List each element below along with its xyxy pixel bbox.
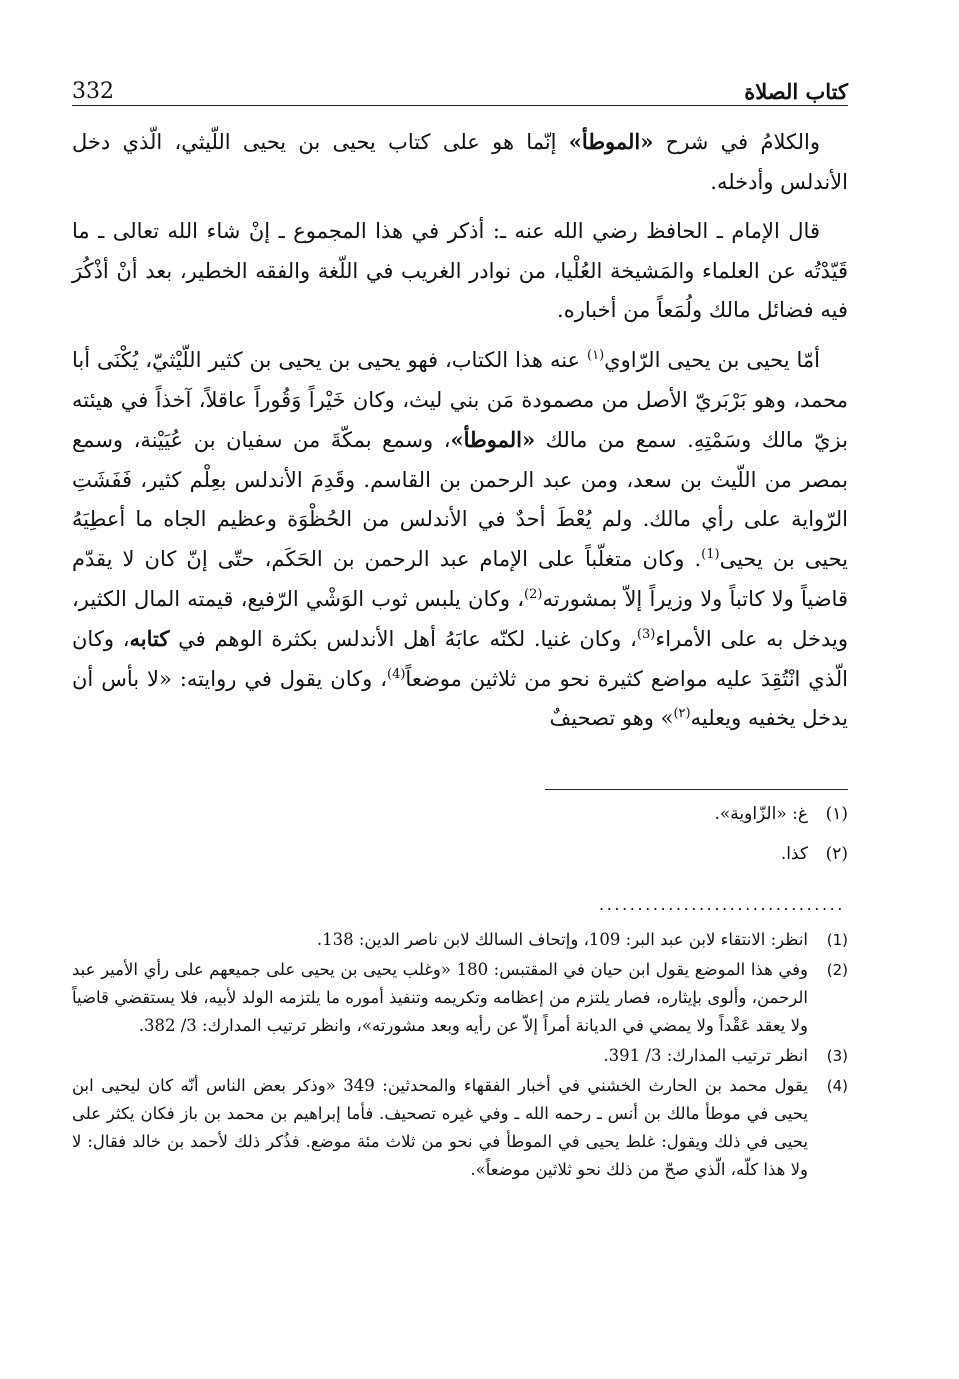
page-number: 332 [72,79,114,104]
note-ref: (٢) [673,706,691,722]
text-run: ، وكان الّذي انْتُقِدَ عليه مواضع كثيرة نحو من ثلاثين موضعاً [72,627,849,691]
footnote-number: (3) [826,1047,848,1065]
notes-separator [545,789,848,790]
footnote-ref: (1) [701,546,720,562]
footnote-text: وفي هذا الموضع يقول ابن حيان في المقتبس: 180 «وغلب يحيى بن يحيى على جميعهم على رأي الأمير عبد الرحمن، وألوى بإيثاره، فصار يلتزم من إعظامه وتكريمه وتنفيذ أموره ما يلتزمه الولد لأبيه، فلا يستقضي قاضياً ولا يعقد عَقْداً ولا يمضي في الديانة أمراً إلاّ عن رأيه وبعد مشورته»، وانظر ترتيب المدارك: 3/ 382. [72,960,808,1035]
footnote-ref: (4) [386,666,406,682]
text-run: عنه هذا الكتاب، فهو يحيى بن يحيى بن كثير اللّيْثيّ، يُكْنَى أبا محمد، وهو بَرْبَريّ الأصل من مصمودة مَن بني ليث، وكان خَيْراً وَقُوراً عاقلاً، آخذاً في هيئته بزيّ مالك وسَمْتِهِ. سمع من مالك [72,347,848,453]
footnote-text: انظر ترتيب المدارك: 3/ 391. [603,1046,808,1065]
editor-notes [545,800,848,880]
main-text [72,122,848,749]
text-run: ، وسمع بمكّةَ من سفيان بن عُيَيْنة، وسمع بمصر من اللّيث بن سعد، ومن عبد الرحمن بن القاسم. وقَدِمَ الأندلس بعِلْم كثير، فَفَشَتِ الرّواية على رأي مالك. ولم يُعْطَ أحدٌ في الأندلس من الحُظْوَة وعظيم الجاه ما أعطِيَهُ يحيى بن يحيى [72,428,848,571]
footnote-ref: (2) [524,586,543,602]
text-run: ، وكان يلبس ثوب الوَشْي الرّفيع، قيمته المال الكثير، ويدخل به على الأمراء [72,586,848,652]
text-run: إنّما هو على كتاب يحيى بن يحيى اللّيثي، الّذي دخل الأندلس وأدخله. [72,130,848,194]
footnotes [72,926,848,1186]
text-run: ، وكان يقول في روايته: «لا بأس أن يدخل يخفيه ويعليه [72,666,848,731]
text-run: ، وكان غنيا. لكنّه عابَهُ أهل الأندلس بكثرة الوهم في [169,627,637,652]
footnote [72,926,848,954]
paragraph-1 [72,122,848,202]
text-run: والكلامُ في شرح [653,130,821,154]
text-run: أمّا يحيى بن يحيى الرّاوي [604,347,820,372]
note-text: غ: «الزّاوية». [714,804,808,824]
note-number: (١) [825,804,848,824]
paragraph-3 [72,341,848,739]
editor-note [545,840,848,868]
footnote [72,1072,848,1184]
editor-note [545,800,848,828]
paragraph-2: قال الإمام ـ الحافظ رضي الله عنه ـ: أذكر في هذا المجموع ـ إنْ شاء الله تعالى ـ ما قَيّدْتُه عن العلماء والمَشيخة العُلْيا، من نوادر الغريب في اللّغة والفقه الخطير، بعد أنْ أذْكُرَ فيه فضائل مالك ولُمَعاً من أخباره. [72,219,848,323]
footnote-number: (2) [826,961,848,979]
chapter-title: كتاب الصلاة [744,79,848,104]
bold-title: «الموطأ» [450,427,536,453]
note-text: كذا. [780,844,808,864]
bold-title: «الموطأ» [568,129,654,154]
bold-word: كتابه [129,626,170,652]
text-run: . وكان متغلّباً على الإمام عبد الرحمن بن الحَكَم، حتّى إنّ كان لا يقدّم قاضياً ولا كاتباً ولا وزيراً إلاّ بمشورته [72,546,848,611]
text-run: » وهو تصحيفٌ [549,706,674,731]
note-number: (٢) [825,844,848,864]
footnote-ref: (3) [636,627,656,643]
footnote [72,956,848,1040]
header-rule [72,105,848,106]
footnote-number: (4) [826,1077,848,1095]
footnote-text: يقول محمد بن الحارث الخشني في أخبار الفقهاء والمحدثين: 349 «وذكر بعض الناس أنّه كان ليحيى ابن يحيى في موطأ مالك بن أنس ـ رحمه الله ـ وفي غيره تصحيف. فأما إبراهيم بن محمد بن باز فكان يكثر على يحيى في ذلك ويقول: غلط يحيى في الموطأ في نحو من ثلاث مئة موضع. فذُكر ذلك لأحمد بن خالد فقال: لا ولا هذا كلّه، الّذي صحّ من ذلك نحو ثلاثين موضعاً». [72,1076,808,1179]
note-ref: (١) [587,347,605,363]
footnote-text: انظر: الانتقاء لابن عبد البر: 109، وإتحاف السالك لابن ناصر الدين: 138. [316,930,808,949]
footnote [72,1042,848,1070]
running-header [72,70,848,104]
dotted-separator: ................................ [599,899,845,911]
footnote-number: (1) [826,931,848,949]
